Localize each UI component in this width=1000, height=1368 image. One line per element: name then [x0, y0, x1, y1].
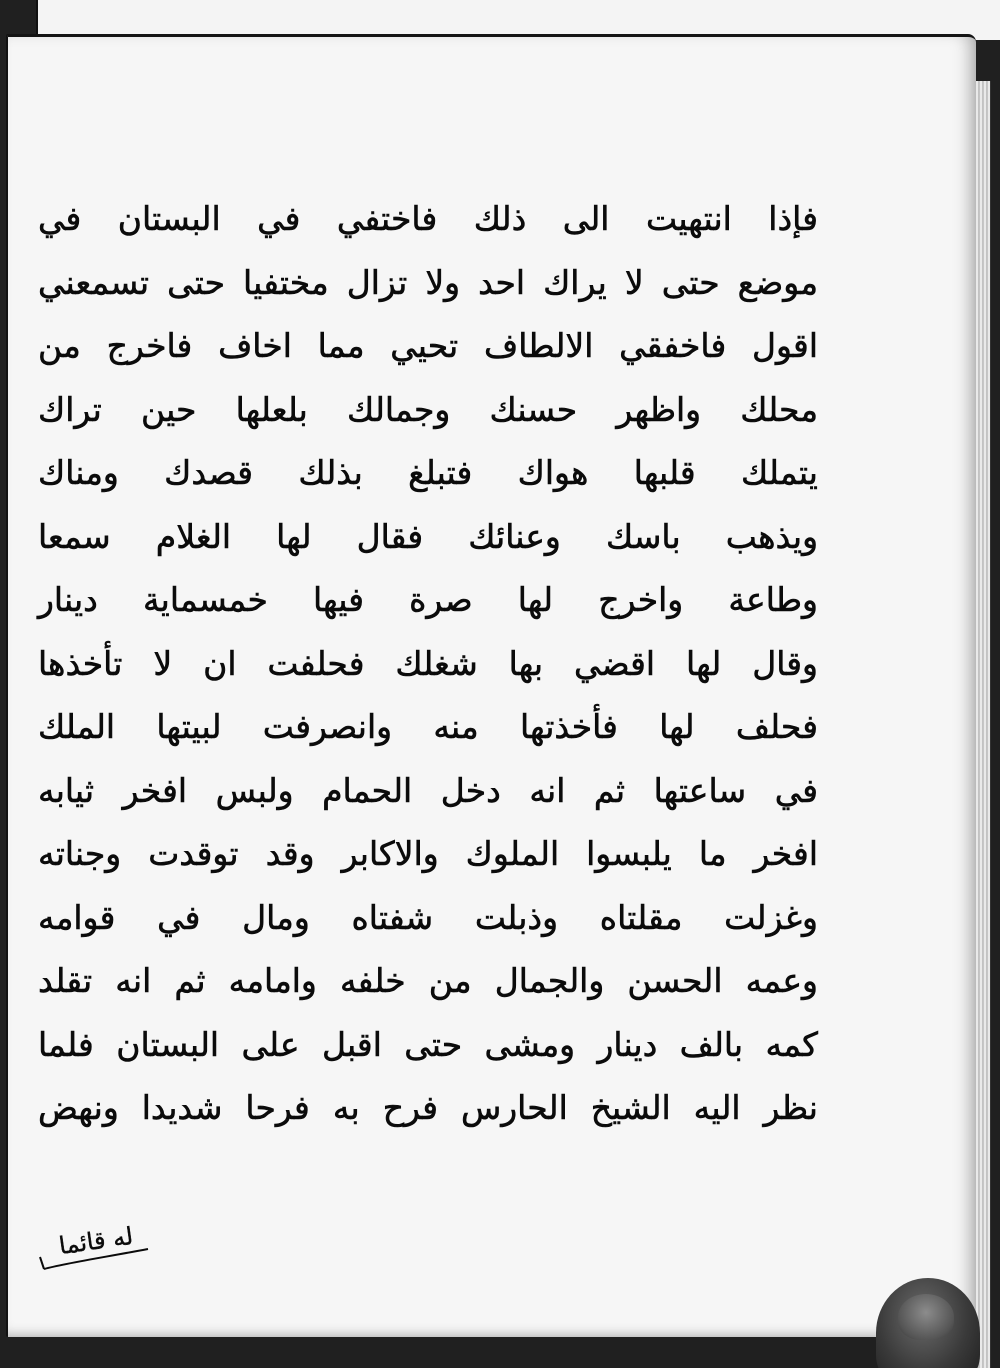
text-line-10: في ساعتها ثم انه دخل الحمام ولبس افخر ثيابه [38, 770, 818, 810]
text-line-7: وطاعة واخرج لها صرة فيها خمسماية دينار [38, 580, 818, 619]
text-line-1: فإذا انتهيت الى ذلك فاختفي في البستان في [38, 199, 818, 238]
thumbnail-nail [898, 1294, 954, 1340]
manuscript-folio [6, 34, 976, 1337]
text-line-8: وقال لها اقضي بها شغلك فحلفت ان لا تأخذها [38, 643, 818, 683]
text-line-6: ويذهب باسك وعنائك فقال لها الغلام سمعا [38, 516, 818, 556]
text-line-4: محلك واظهر حسنك وجمالك بلعلها حين تراك [38, 389, 818, 429]
text-line-2: موضع حتى لا يراك احد ولا تزال مختفيا حتى تسمعني [38, 262, 818, 302]
text-block [38, 187, 818, 1140]
catchword: له قائما [57, 1221, 135, 1261]
text-line-5: يتملك قلبها هواك فتبلغ بذلك قصدك ومناك [38, 453, 818, 492]
text-line-13: وعمه الحسن والجمال من خلفه وامامه ثم انه تقلد [38, 961, 818, 1000]
text-line-3: اقول فاخفقي الالطاف تحيي مما اخاف فاخرج من [38, 326, 818, 365]
catchword-area [36, 1197, 156, 1277]
text-line-11: افخر ما يلبسوا الملوك والاكابر وقد توقدت وجناته [38, 834, 818, 873]
text-line-9: فحلف لها فأخذتها منه وانصرفت لبيتها الملك [38, 707, 818, 746]
text-line-14: كمه بالف دينار ومشى حتى اقبل على البستان فلما [38, 1024, 818, 1064]
page-stack-edges [976, 81, 991, 1368]
text-line-12: وغزلت مقلتاه وذبلت شفتاه ومال في قوامه [38, 897, 818, 937]
text-line-15: نظر اليه الشيخ الحارس فرح به فرحا شديدا ونهض [38, 1088, 818, 1127]
